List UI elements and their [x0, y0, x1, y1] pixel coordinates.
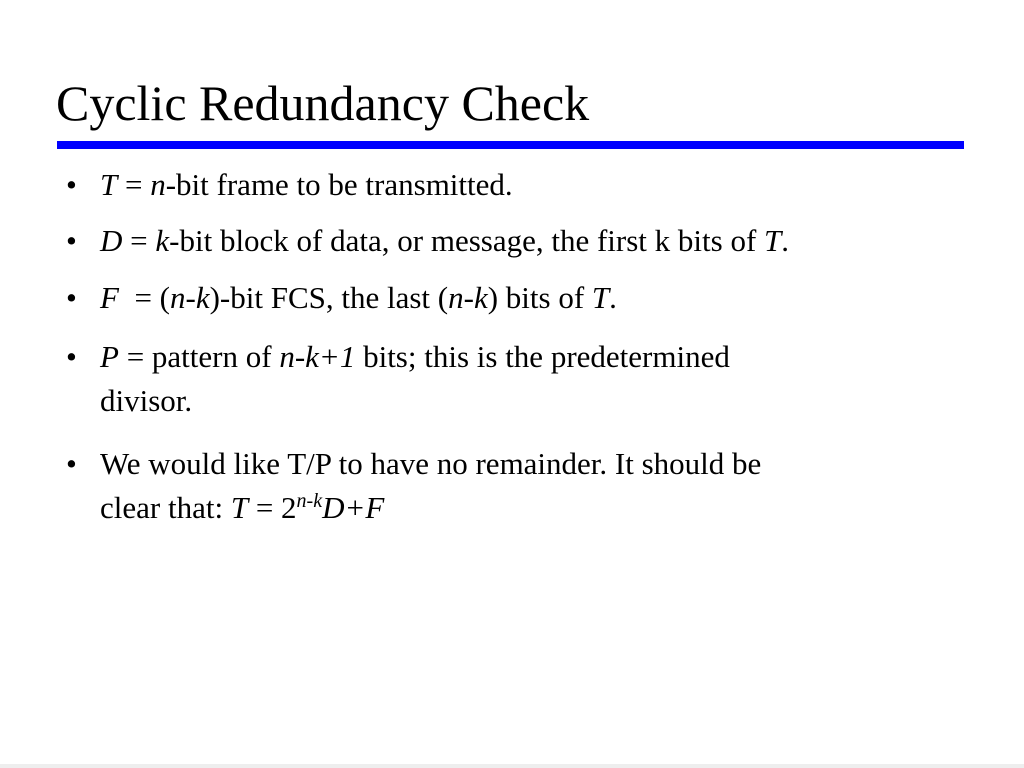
bullet-marker: •: [66, 167, 77, 202]
text-run: =: [117, 167, 151, 202]
bullet-text: [100, 442, 970, 534]
var-t: T: [100, 167, 118, 202]
var-p: P: [100, 339, 119, 374]
text-run: )-bit FCS, the last (: [209, 280, 449, 315]
text-run: .: [609, 280, 617, 315]
text-run: divisor.: [100, 383, 193, 418]
bullet-marker: •: [66, 339, 77, 374]
var-k: k: [155, 223, 170, 258]
var-n-k: n-k: [448, 280, 488, 315]
var-n-k: n-k: [170, 280, 210, 315]
var-t: T: [764, 223, 782, 258]
bullet-text: [100, 335, 970, 423]
text-run: -bit frame to be transmitted.: [165, 167, 513, 202]
text-run: clear that:: [100, 490, 231, 525]
var-t: T: [230, 490, 249, 525]
footer-divider: [0, 764, 1024, 768]
bullet-marker: •: [66, 223, 77, 258]
bullet-text: [100, 276, 970, 320]
var-n-k-plus-1: n-k+1: [279, 339, 356, 374]
bullet-text: [100, 163, 970, 207]
text-run: bits; this is the predetermined: [355, 339, 730, 374]
text-run: = (: [118, 280, 170, 315]
bullet-marker: •: [66, 446, 77, 481]
exponent-n-k: n-k: [296, 490, 323, 512]
var-t: T: [591, 280, 610, 315]
text-run: = pattern of: [118, 339, 280, 374]
slide-title: Cyclic Redundancy Check: [56, 75, 590, 131]
text-run: ) bits of: [487, 280, 592, 315]
var-f: F: [100, 280, 119, 315]
var-n: n: [150, 167, 166, 202]
bullet-marker: •: [66, 280, 77, 315]
bullet-text: [100, 219, 970, 263]
text-run: We would like T/P to have no remainder. It should be: [100, 446, 762, 481]
text-run: .: [781, 223, 790, 258]
text-run: =: [122, 223, 156, 258]
text-run: = 2: [248, 490, 297, 525]
text-run: -bit block of data, or message, the first k bits of: [169, 223, 765, 258]
var-d: D: [100, 223, 123, 258]
var-d-plus-f: D+F: [322, 490, 385, 525]
